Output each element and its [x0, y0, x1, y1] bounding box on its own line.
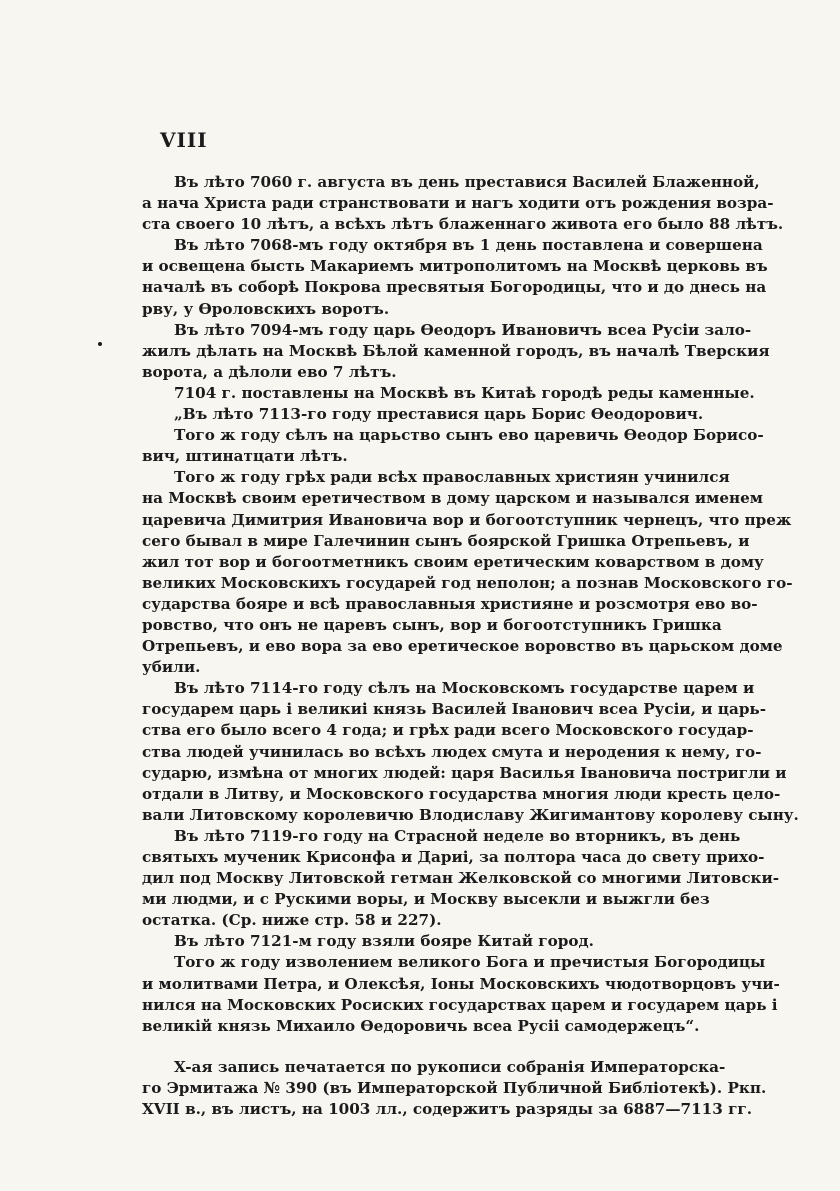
text-line: сударю, измѣна от многих людей: царя Василья Івановича постригли и [142, 763, 787, 782]
text-line: ровство, что онъ не царевъ сынъ, вор и богоотступникъ Гришка [142, 615, 722, 634]
text-line: Въ лѣто 7121-м году взяли бояре Китай город. [174, 932, 594, 951]
paragraph [142, 467, 793, 678]
text-line: Отрепьевъ, и ево вора за ево еретическое воровство въ царьском доме [142, 637, 783, 656]
text-line: сего бывал в мире Галечинин сынъ боярской Гришка Отрепьевъ, и [142, 531, 750, 550]
text-line: остатка. (Ср. ниже стр. 58 и 227). [142, 911, 442, 930]
paragraph [142, 383, 755, 404]
paragraph [142, 404, 704, 425]
paragraph [142, 678, 799, 826]
text-line: а нача Христа ради странствовати и нагъ ходити отъ рождения возра- [142, 194, 774, 213]
text-line: Того ж году сѣлъ на царьство сынъ ево царевичь Ѳеодор Борисо- [174, 426, 764, 445]
text-line: Въ лѣто 7094-мъ году царь Ѳеодоръ Ивановичъ всеа Русіи зало- [174, 320, 752, 339]
text-line: Въ лѣто 7119-го году на Страсной неделе во вторникъ, въ день [174, 826, 741, 845]
text-line: великій князь Михаило Ѳедоровичь всеа Русіі самодержецъ“. [142, 1016, 700, 1035]
text-line: царевича Димитрия Ивановича вор и богоотступник чернецъ, что преж [142, 510, 792, 529]
text-line: сударства бояре и всѣ православныя християне и розсмотря ево во- [142, 594, 758, 613]
text-line: вали Литовскому королевичю Влодиславу Жигимантову королеву сыну. [142, 805, 799, 824]
text-line: Въ лѣто 7060 г. августа въ день преставися Василей Блаженной, [174, 173, 760, 191]
text-line: дил под Москву Литовской гетман Желковской со многими Литовски- [142, 869, 780, 888]
text-line: Того ж году грѣх ради всѣх православных християн учинился [174, 468, 730, 487]
text-line: отдали в Литву, и Московского государства многия люди кресть цело- [142, 784, 781, 803]
text-line: жил тот вор и богоотметникъ своим еретическим коварством в дому [142, 552, 764, 571]
text-line: нился на Московских Росиских государствах царем и государем царь і [142, 995, 778, 1014]
footnote-line: XVII в., въ листъ, на 1003 лл., содержитъ разряды за 6887—7113 гг. [142, 1100, 752, 1119]
paragraph [142, 952, 780, 1036]
text-line: святыхъ мученик Крисонфа и Дариі, за полтора часа до свету прихо- [142, 848, 765, 866]
paragraph [142, 235, 768, 319]
footnote-line: го Эрмитажа № 390 (въ Императорской Публичной Библіотекѣ). Ркп. [142, 1078, 767, 1097]
text-line: „Въ лѣто 7113-го году преставися царь Борис Ѳеодорович. [174, 405, 704, 424]
text-line: убили. [142, 658, 201, 677]
margin-mark [98, 342, 102, 346]
text-line: вич, штинатцати лѣтъ. [142, 447, 348, 466]
text-line: на Москвѣ своим еретичеством в дому царском и называлcя именем [142, 489, 763, 508]
paragraph [142, 425, 764, 467]
paragraph [142, 931, 698, 952]
paragraph [142, 320, 770, 383]
paragraph [142, 826, 780, 931]
text-line: великих Московскихъ государей год неполон; а познав Московского го- [142, 573, 793, 592]
text-line: Въ лѣто 7114-го году сѣлъ на Московскомъ государстве царем и [174, 679, 755, 698]
text-line: рву, у Ѳроловскихъ воротъ. [142, 299, 390, 318]
footnote-line: X-ая запись печатается по рукописи собранія Императорска- [174, 1057, 726, 1076]
text-line: ворота, а дѣлоли ево 7 лѣтъ. [142, 362, 397, 381]
text-body [142, 172, 799, 1120]
text-line: Въ лѣто 7068-мъ году октября въ 1 день поставлена и совершена [174, 236, 763, 255]
text-line: и молитвами Петра, и Олексѣя, Іоны Московскихъ чюдотворцовъ учи- [142, 974, 780, 993]
text-line: ства его было всего 4 года; и грѣх ради всего Московского государ- [142, 721, 754, 740]
text-line: ста своего 10 лѣтъ, а всѣхъ лѣтъ блаженнаго живота его было 88 лѣтъ. [142, 215, 784, 234]
text-line: началѣ въ соборѣ Покрова пресвятыя Богородицы, что и до днесь на [142, 278, 767, 297]
text-line: Того ж году изволением великого Бога и пречистыя Богородицы [174, 953, 766, 972]
page-number: VIII [160, 128, 208, 152]
text-line: и освещена бысть Макариемъ митрополитомъ на Москвѣ церковь въ [142, 257, 768, 276]
text-line: 7104 г. поставлены на Москвѣ въ Китаѣ городѣ реды каменные. [174, 383, 755, 402]
text-line: ми людми, и с Рускими воры, и Москву высекли и выжгли без [142, 890, 710, 909]
text-line: государем царь і великиі князь Василей Іванович всеа Русіи, и царь- [142, 700, 767, 719]
footnote [142, 1057, 767, 1120]
text-line: жилъ дѣлать на Москвѣ Бѣлой каменной городъ, въ началѣ Тверския [142, 341, 770, 360]
paragraph [142, 172, 784, 235]
text-line: ства людей учинилась во всѣхъ людех смута и неродения к нему, го- [142, 742, 762, 761]
